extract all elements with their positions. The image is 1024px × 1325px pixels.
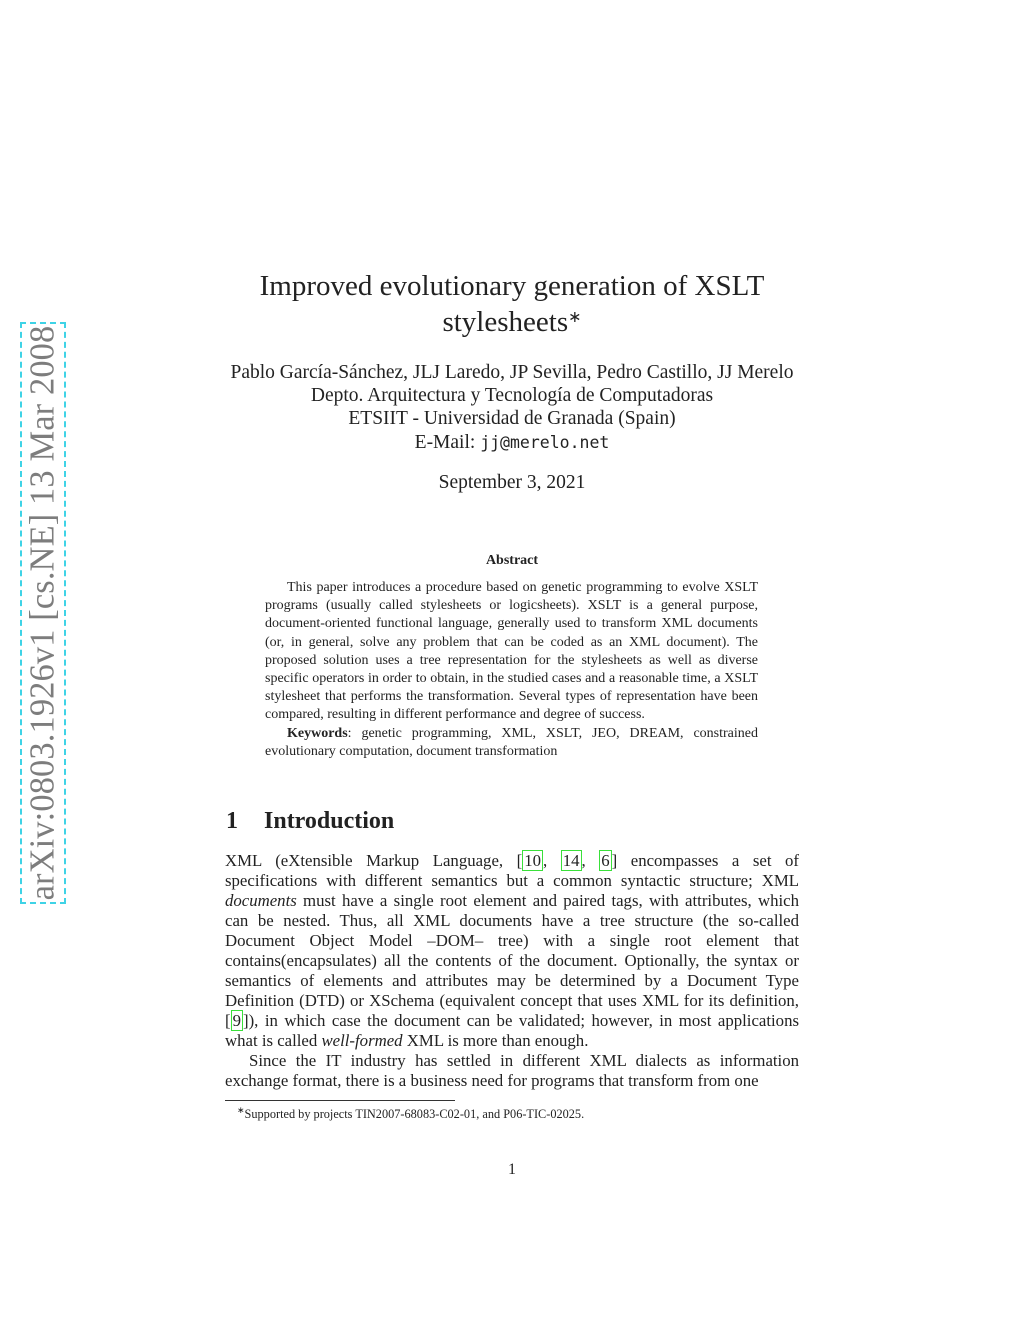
keywords-list: : genetic programming, XML, XSLT, JEO, DREAM, constrained evolutionary computation, document transformation: [265, 725, 758, 759]
abstract-heading: Abstract: [485, 553, 539, 568]
page-number: 1: [508, 1161, 516, 1178]
email-label: E-Mail:: [414, 432, 481, 453]
abstract-text: This paper introduces a procedure based on genetic programming to evolve XSLT programs (usually called stylesheets or logicsheets). XSLT is a general purpose, document-oriented functional language, generally used to transform XML documents (or, in general, solve any problem that can be coded as an XML document). The proposed solution uses a tree representation for the stylesheets as well as diverse specific operators in order to obtain, in the studied cases and a reasonable time, a XSLT stylesheet that performs the transformation. Several types of representation have been compared, resulting in different performance and degree of success.: [265, 580, 758, 723]
footnote-text: Supported by projects TIN2007-68083-C02-01, and P06-TIC-02025.: [244, 1107, 585, 1122]
title-footnote-marker: ∗: [568, 309, 582, 326]
emphasis-documents: documents: [225, 891, 297, 910]
footnote-marker: ∗: [237, 1105, 245, 1115]
section-heading: [226, 808, 394, 835]
title-line-2: [212, 304, 812, 340]
keywords-label: Keywords: [287, 725, 348, 741]
intro-paragraph-2: Since the IT industry has settled in different XML dialects as information exchange format, there is a business need for programs that transform from one: [225, 1051, 799, 1090]
paper-title: [212, 268, 812, 340]
intro-text: ), in which case the document can be validated; however, in most applications what is called: [225, 1011, 799, 1050]
title-line-2-text: stylesheets: [442, 306, 569, 338]
emphasis-well-formed: well-formed: [321, 1031, 403, 1050]
title-line-1: Improved evolutionary generation of XSLT: [259, 270, 765, 302]
intro-paragraph-1: XML (eXtensible Markup Language, [ 10 , 14 , 6 ] encompasses a set of specifications with different semantics but a common syntactic structure; XML documents must have a single root element and paired tags, with attributes, which can be nested. Thus, all XML documents have a tree structure (the so-called Document Object Model –DOM– tree) with a single root element that contains(encapsulates) all the contents of the document. Optionally, the syntax or semantics of elements and attributes may be determined by a Document Type Definition (DTD) or XSchema (equivalent concept that uses XML for its definition, [ 9 ]), in which case the document can be validated; however, in most applications what is called well-formed XML is more than enough.: [225, 851, 800, 1050]
paper-date: September 3, 2021: [438, 472, 586, 493]
introduction-body: [225, 851, 799, 1091]
affiliation-institution: ETSIIT - Universidad de Granada (Spain): [348, 408, 676, 429]
arxiv-identifier: arXiv:0803.1926v1 [cs.NE] 13 Mar 2008: [23, 325, 62, 901]
author-list: Pablo García-Sánchez, JLJ Laredo, JP Sevilla, Pedro Castillo, JJ Merelo: [230, 362, 794, 383]
affiliation-department: Depto. Arquitectura y Tecnología de Computadoras: [310, 385, 714, 406]
abstract-body: [265, 579, 758, 761]
section-title: Introduction: [264, 808, 395, 834]
citation-link[interactable]: 9: [232, 1011, 241, 1030]
intro-text: must have a single root element and paired tags, with attributes, which can be nested. Thus, all XML documents have a tree structure (the so-called Document Object Model –DOM– tree) with a single root element that contains(encapsulates) all the contents of the document. Optionally, the syntax or semantics of elements and attributes may be determined by a Document Type Definition (DTD) or XSchema (equivalent concept that uses XML for its definition,: [225, 891, 799, 1010]
intro-text: XML is more than enough.: [402, 1031, 589, 1050]
email-address[interactable]: jj@merelo.net: [480, 433, 610, 452]
intro-text: XML (eXtensible Markup Language,: [225, 851, 517, 870]
citation-link[interactable]: 6: [601, 851, 610, 870]
footnote: [237, 1105, 584, 1122]
citation-link[interactable]: 10: [524, 851, 541, 870]
citation-link[interactable]: 14: [562, 851, 580, 870]
section-number: 1: [226, 808, 238, 834]
intro-text: encompasses a set of specifications with different semantics but a common syntactic structure; XML: [225, 851, 800, 890]
keywords: [265, 725, 758, 761]
footnote-rule: [225, 1100, 455, 1101]
author-email: [160, 432, 864, 454]
